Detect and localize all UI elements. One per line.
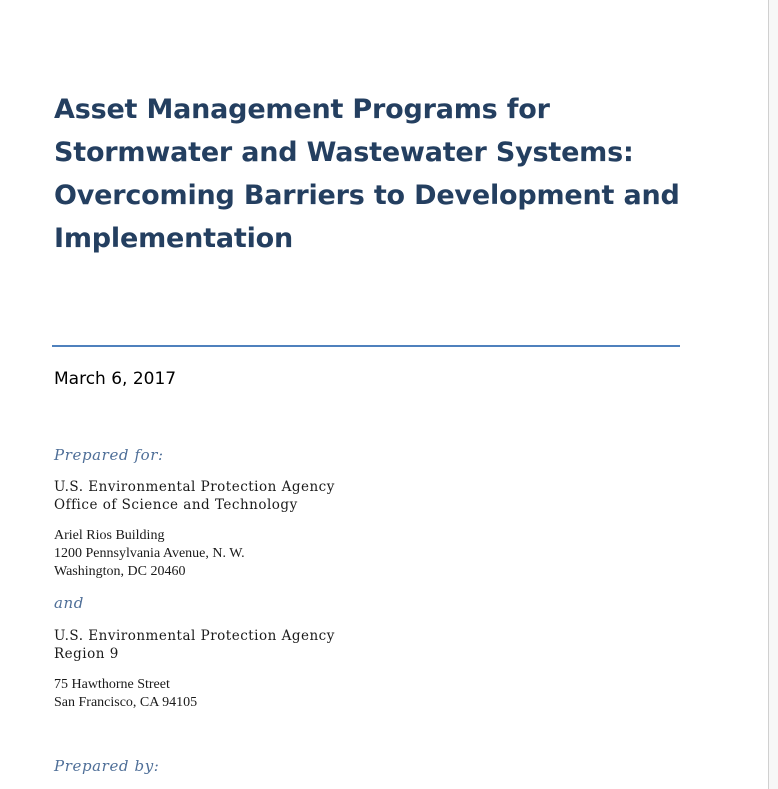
title-line: Implementation: [54, 223, 294, 254]
prepared-for-label: Prepared for:: [54, 446, 164, 464]
prepared-by-label: Prepared by:: [54, 757, 160, 775]
agency-line: Region 9: [54, 646, 119, 662]
recipient-1-agency: [54, 478, 335, 514]
address-line: Washington, DC 20460: [54, 564, 186, 579]
address-line: Ariel Rios Building: [54, 528, 165, 543]
address-line: San Francisco, CA 94105: [54, 695, 198, 710]
title-line: Stormwater and Wastewater Systems:: [54, 137, 634, 168]
recipient-2-address: [54, 676, 197, 712]
recipient-1-address: [54, 527, 245, 581]
document-date: March 6, 2017: [54, 369, 177, 389]
title-line: Overcoming Barriers to Development and: [54, 180, 680, 211]
page-edge: [768, 0, 778, 789]
agency-line: Office of Science and Technology: [54, 497, 298, 513]
document-title: [54, 88, 714, 260]
agency-line: U.S. Environmental Protection Agency: [54, 628, 335, 644]
agency-line: U.S. Environmental Protection Agency: [54, 479, 335, 495]
title-line: Asset Management Programs for: [54, 94, 550, 125]
address-line: 75 Hawthorne Street: [54, 677, 170, 692]
address-line: 1200 Pennsylvania Avenue, N. W.: [54, 546, 245, 561]
recipient-2-agency: [54, 627, 335, 663]
title-divider: [52, 345, 680, 347]
and-label: and: [54, 594, 85, 612]
